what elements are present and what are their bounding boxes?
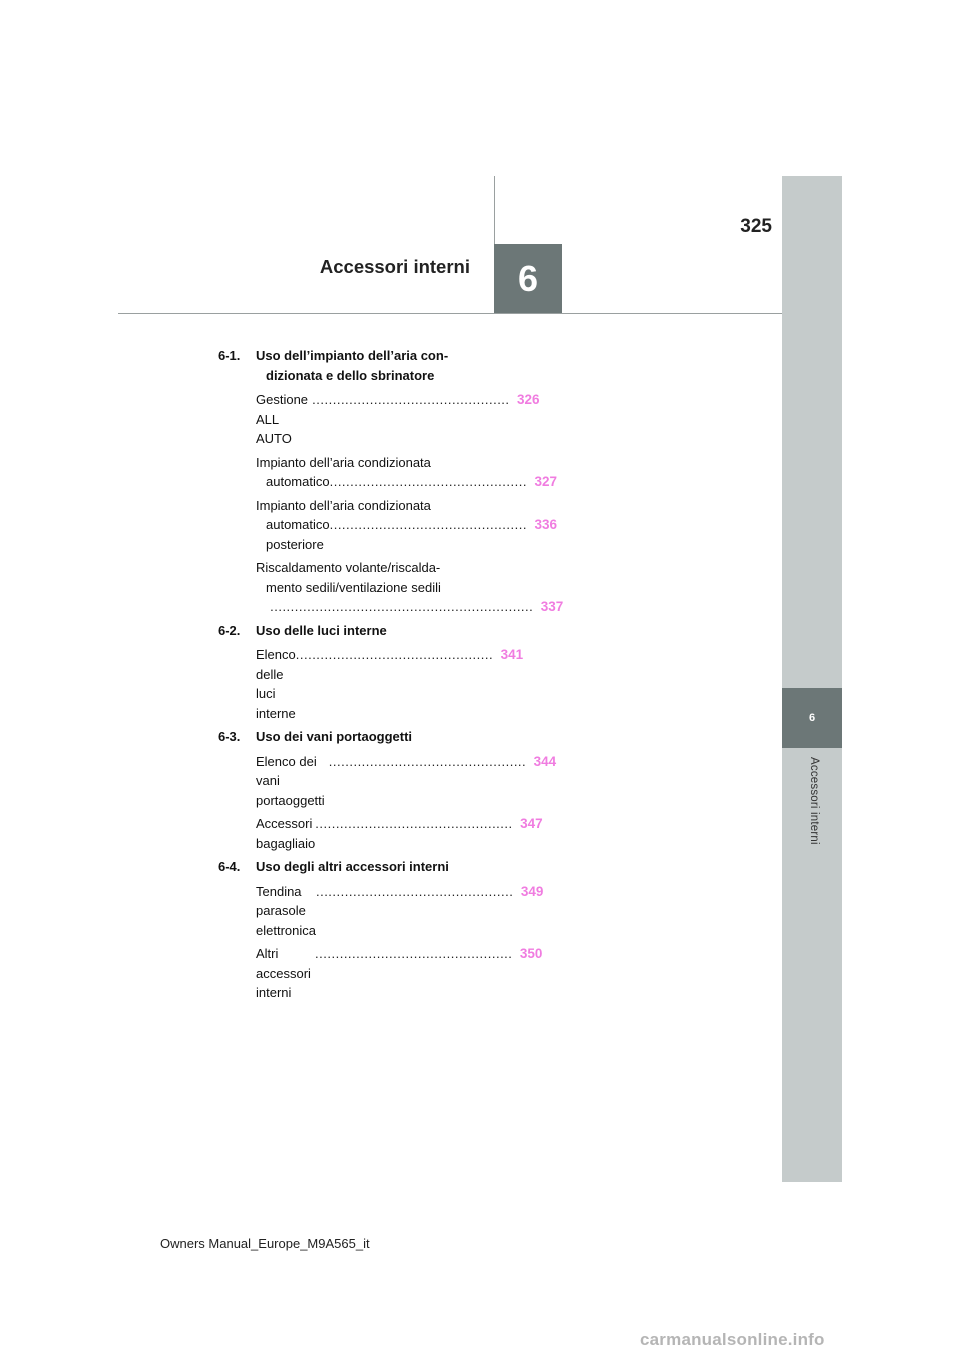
section-title: Uso delle luci interne [256, 622, 387, 638]
entry-title: Elenco dei vani portaoggetti [256, 753, 325, 808]
dot-leader: ................................................ [308, 392, 510, 407]
entry-title: Impianto dell’aria condizionata [256, 454, 431, 470]
toc-section-6-2[interactable] [218, 621, 470, 641]
toc-entry[interactable] [218, 496, 557, 555]
section-title: Uso degli altri accessori interni [256, 859, 449, 874]
dot-leader: ................................................ [315, 816, 513, 831]
header-horizontal-divider [118, 313, 782, 314]
section-number: 6-1. [218, 348, 241, 363]
dot-leader: ................................................ [329, 474, 527, 489]
page-link[interactable]: 337 [540, 599, 564, 614]
dot-leader: ................................................ [315, 883, 514, 899]
entry-title: automatico [266, 474, 330, 489]
dot-leader: ................................................................ [266, 599, 534, 614]
chapter-number-box: 6 [494, 244, 562, 313]
table-of-contents [218, 346, 564, 1007]
toc-entry[interactable] [218, 390, 540, 449]
toc-section-6-4[interactable] [218, 857, 470, 877]
page-link[interactable]: 344 [533, 753, 557, 769]
section-number: 6-2. [218, 622, 241, 638]
header-vertical-divider [494, 176, 495, 244]
section-title-line: Uso dell’impianto dell’aria con- [256, 348, 449, 363]
entry-title: Altri accessori interni [256, 946, 311, 1000]
toc-entry[interactable] [218, 645, 524, 723]
page-link[interactable]: 341 [500, 647, 524, 662]
entry-title: Riscaldamento volante/riscalda- [256, 560, 441, 575]
dot-leader: ................................................ [329, 517, 527, 532]
page-link[interactable]: 347 [520, 816, 543, 831]
section-number: 6-4. [218, 859, 241, 874]
toc-entry[interactable] [218, 752, 557, 811]
side-tab-number: 6 [782, 688, 842, 748]
entry-title: automatico posteriore [266, 517, 330, 552]
section-title: Uso dei vani portaoggetti [256, 729, 413, 744]
toc-entry[interactable] [218, 558, 564, 617]
toc-entry[interactable] [218, 814, 543, 853]
entry-title: mento sedili/ventilazione sedili [266, 579, 441, 595]
toc-section-6-1[interactable] [218, 346, 470, 385]
section-number: 6-3. [218, 729, 241, 744]
page-number: 325 [740, 216, 772, 237]
entry-title: Tendina parasole elettronica [256, 883, 316, 938]
toc-entry[interactable] [218, 882, 544, 941]
entry-title: Elenco delle luci interne [256, 647, 296, 721]
page-link[interactable]: 327 [534, 474, 557, 489]
dot-leader: ................................................ [295, 647, 494, 662]
entry-title: Gestione ALL AUTO [256, 392, 309, 446]
entry-title: Impianto dell’aria condizionata [256, 497, 431, 513]
toc-entry[interactable] [218, 453, 557, 492]
section-title-line: dizionata e dello sbrinatore [266, 367, 435, 383]
footer-text: Owners Manual_Europe_M9A565_it [160, 1236, 370, 1251]
watermark: carmanualsonline.info [640, 1330, 825, 1349]
side-chapter-tab [782, 176, 842, 1182]
toc-entry[interactable] [218, 944, 543, 1003]
page-link[interactable]: 326 [517, 392, 540, 407]
section-title [256, 346, 470, 385]
dot-leader: ................................................ [324, 753, 527, 769]
page-link[interactable]: 350 [519, 946, 543, 961]
entry-title: Accessori bagagliaio [256, 816, 316, 851]
dot-leader: ................................................ [310, 946, 513, 961]
chapter-title: Accessori interni [319, 256, 470, 277]
toc-section-6-3[interactable] [218, 727, 470, 747]
side-tab-label: Accessori interni [808, 757, 820, 845]
page-link[interactable]: 336 [534, 517, 557, 532]
page-link[interactable]: 349 [520, 883, 544, 899]
